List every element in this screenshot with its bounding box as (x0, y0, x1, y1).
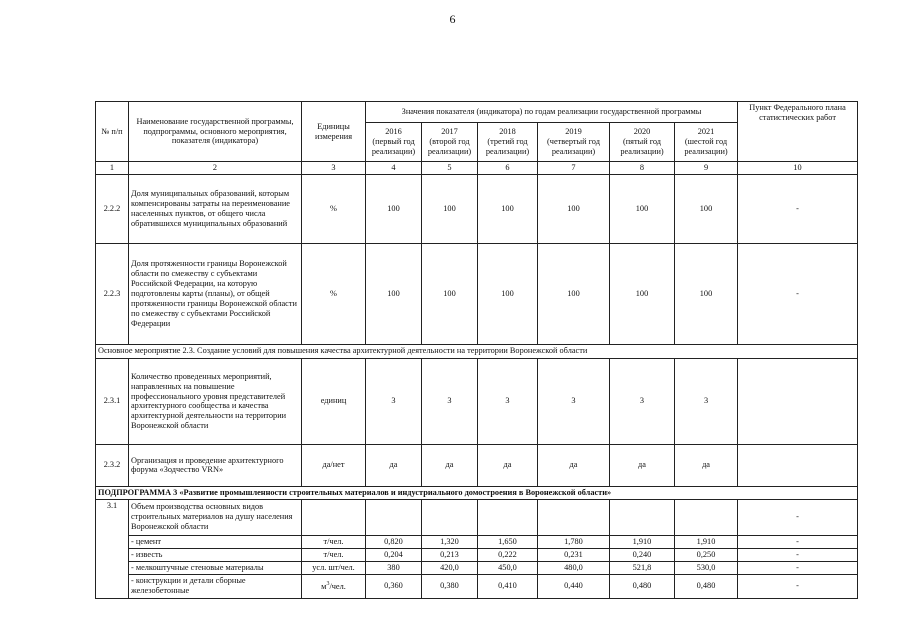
table-row (96, 561, 858, 574)
empty-cell (302, 499, 366, 535)
col-number: 1 (96, 162, 129, 175)
value-cell: 480,0 (538, 561, 610, 574)
col-number: 5 (422, 162, 478, 175)
plan-cell (738, 358, 858, 444)
value-cell: 420,0 (422, 561, 478, 574)
row-num: 2.2.3 (96, 243, 129, 344)
table-row (96, 548, 858, 561)
plan-cell: - (738, 574, 858, 598)
table-row (96, 499, 858, 535)
col-number: 9 (675, 162, 738, 175)
value-cell: 0,250 (675, 548, 738, 561)
indicators-table (95, 101, 858, 599)
header-values-title: Значения показателя (индикатора) по годам реализации государственной программы (366, 102, 738, 123)
empty-cell (610, 499, 675, 535)
value-cell: 0,231 (538, 548, 610, 561)
row-name: - конструкции и детали сборные железобетонные (129, 574, 302, 598)
main-event-row (96, 344, 858, 358)
plan-cell: - (738, 548, 858, 561)
plan-cell (738, 444, 858, 486)
empty-cell (422, 499, 478, 535)
header-unit: Единицы измерения (302, 102, 366, 162)
value-cell: 100 (610, 243, 675, 344)
value-cell: 100 (422, 174, 478, 243)
empty-cell (478, 499, 538, 535)
row-num: 2.3.2 (96, 444, 129, 486)
value-cell: 0,380 (422, 574, 478, 598)
value-cell: 3 (675, 358, 738, 444)
col-number: 4 (366, 162, 422, 175)
main-event-title: Основное мероприятие 2.3. Создание условий для повышения качества архитектурной деятельности на территории Воронежской области (96, 344, 858, 358)
header-year-2016: 2016 (первый год реализации) (366, 123, 422, 162)
table-row (96, 535, 858, 548)
plan-cell: - (738, 535, 858, 548)
row-unit: % (302, 174, 366, 243)
header-year-2020: 2020 (пятый год реализации) (610, 123, 675, 162)
value-cell: 0,240 (610, 548, 675, 561)
value-cell: 100 (366, 243, 422, 344)
value-cell: да (422, 444, 478, 486)
row-name: Объем производства основных видов строительных материалов на душу населения Воронежской области (129, 499, 302, 535)
row-name: Доля муниципальных образований, которым компенсированы затраты на переименование населенных пунктов, от общего числа обратившихся муниципальных образований (129, 174, 302, 243)
value-cell: 3 (478, 358, 538, 444)
value-cell: 0,360 (366, 574, 422, 598)
value-cell: да (366, 444, 422, 486)
value-cell: 1,910 (610, 535, 675, 548)
row-num: 3.1 (96, 499, 129, 598)
row-unit: да/нет (302, 444, 366, 486)
value-cell: 0,820 (366, 535, 422, 548)
col-number: 2 (129, 162, 302, 175)
header-year-2021: 2021 (шестой год реализации) (675, 123, 738, 162)
value-cell: 1,910 (675, 535, 738, 548)
row-name: - мелкоштучные стеновые материалы (129, 561, 302, 574)
plan-cell: - (738, 174, 858, 243)
table-row (96, 243, 858, 344)
row-name: Организация и проведение архитектурного форума «Зодчество VRN» (129, 444, 302, 486)
table-row (96, 174, 858, 243)
value-cell: 3 (538, 358, 610, 444)
value-cell: 0,480 (610, 574, 675, 598)
plan-cell: - (738, 243, 858, 344)
empty-cell (366, 499, 422, 535)
value-cell: 0,410 (478, 574, 538, 598)
value-cell: 521,8 (610, 561, 675, 574)
row-unit: т/чел. (302, 535, 366, 548)
value-cell: 100 (422, 243, 478, 344)
row-unit: % (302, 243, 366, 344)
value-cell: 1,780 (538, 535, 610, 548)
value-cell: 100 (366, 174, 422, 243)
value-cell: 0,213 (422, 548, 478, 561)
value-cell: да (538, 444, 610, 486)
value-cell: 1,320 (422, 535, 478, 548)
value-cell: 3 (422, 358, 478, 444)
value-cell: 100 (538, 174, 610, 243)
row-name: - известь (129, 548, 302, 561)
col-number: 10 (738, 162, 858, 175)
col-number: 3 (302, 162, 366, 175)
row-num: 2.2.2 (96, 174, 129, 243)
row-name: - цемент (129, 535, 302, 548)
value-cell: 100 (538, 243, 610, 344)
row-unit: единиц (302, 358, 366, 444)
value-cell: 0,480 (675, 574, 738, 598)
header-plan: Пункт Федерального плана статистических работ (738, 102, 858, 162)
column-numbers-row (96, 162, 858, 175)
col-number: 6 (478, 162, 538, 175)
empty-cell (538, 499, 610, 535)
value-cell: 100 (675, 243, 738, 344)
subprogram-row (96, 486, 858, 499)
value-cell: 100 (478, 243, 538, 344)
value-cell: 0,440 (538, 574, 610, 598)
table-row (96, 444, 858, 486)
value-cell: да (610, 444, 675, 486)
page-number: 6 (449, 12, 456, 26)
subprogram-title: ПОДПРОГРАММА 3 «Развитие промышленности строительных материалов и индустриального домостроения в Воронежской области» (96, 486, 858, 499)
header-name: Наименование государственной программы, подпрограммы, основного мероприятия, показателя (индикатора) (129, 102, 302, 162)
header-year-2019: 2019 (четвертый год реализации) (538, 123, 610, 162)
plan-cell: - (738, 561, 858, 574)
value-cell: 450,0 (478, 561, 538, 574)
table-row (96, 574, 858, 598)
row-unit: усл. шт/чел. (302, 561, 366, 574)
header-year-2017: 2017 (второй год реализации) (422, 123, 478, 162)
row-num: 2.3.1 (96, 358, 129, 444)
row-unit: $м^3$/чел. (302, 574, 366, 598)
empty-cell (675, 499, 738, 535)
value-cell: да (675, 444, 738, 486)
table-row (96, 358, 858, 444)
col-number: 8 (610, 162, 675, 175)
value-cell: 100 (675, 174, 738, 243)
value-cell: да (478, 444, 538, 486)
value-cell: 0,222 (478, 548, 538, 561)
row-unit: т/чел. (302, 548, 366, 561)
col-number: 7 (538, 162, 610, 175)
row-name: Количество проведенных мероприятий, направленных на повышение профессионального уровня представителей архитектурного сообщества и качества архитектурной деятельности на территории Воронежской области (129, 358, 302, 444)
plan-cell: - (738, 499, 858, 535)
value-cell: 100 (478, 174, 538, 243)
value-cell: 3 (610, 358, 675, 444)
value-cell: 0,204 (366, 548, 422, 561)
value-cell: 100 (610, 174, 675, 243)
row-name: Доля протяженности границы Воронежской области по смежеству с субъектами Российской Федерации, на которую подготовлены карты (планы), от общей протяженности границы Воронежской области по смежеству с субъектами Российской Федерации (129, 243, 302, 344)
value-cell: 530,0 (675, 561, 738, 574)
value-cell: 3 (366, 358, 422, 444)
header-num: № п/п (96, 102, 129, 162)
value-cell: 1,650 (478, 535, 538, 548)
value-cell: 380 (366, 561, 422, 574)
header-year-2018: 2018 (третий год реализации) (478, 123, 538, 162)
